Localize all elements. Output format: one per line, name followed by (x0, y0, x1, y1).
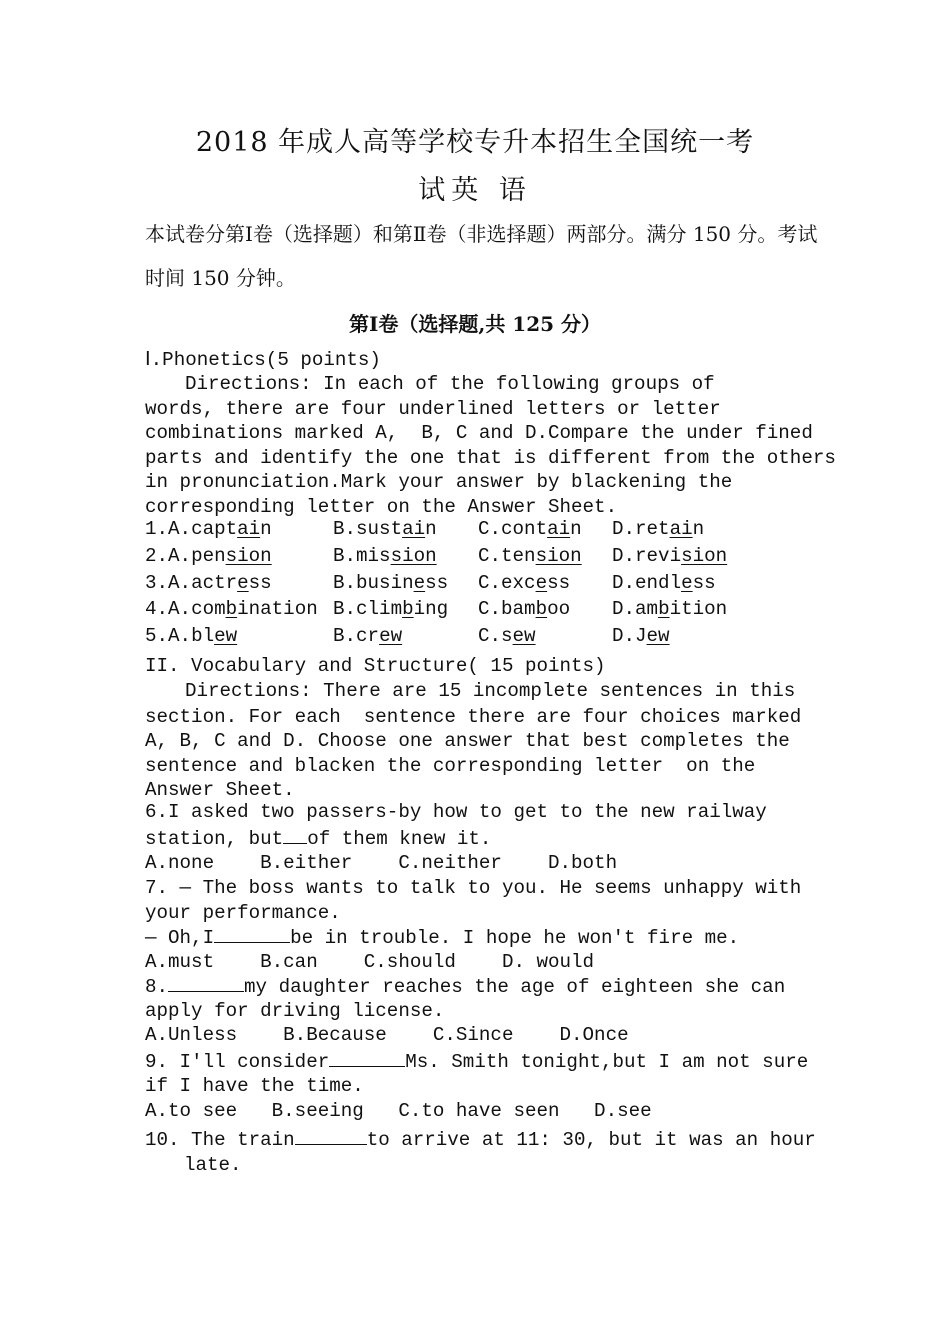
option-letter: B. (333, 598, 357, 620)
option-letter: C. (478, 545, 502, 567)
word-part: cr (356, 625, 380, 647)
word-part: pen (191, 545, 226, 567)
phonetics-option (478, 624, 536, 648)
part1-directions-line: corresponding letter on the Answer Sheet. (145, 496, 618, 518)
question-7-text: your performance. (145, 902, 341, 924)
underlined-letters: ai (237, 518, 261, 540)
question-7-reply: — Oh,I be in trouble. I hope he won't fire me. (145, 924, 739, 950)
option-letter: A. (168, 518, 192, 540)
answer-blank (295, 1126, 367, 1145)
underlined-letters: sion (225, 545, 272, 567)
phonetics-option (145, 571, 272, 595)
question-7-options: A.must B.can C.should D. would (145, 951, 595, 973)
word-part: mis (356, 545, 391, 567)
underlined-letters: b (402, 598, 414, 620)
phonetics-option (333, 571, 448, 595)
option-letter: B. (333, 572, 357, 594)
option-letter: A. (168, 572, 192, 594)
word-part: ss (425, 572, 449, 594)
word-part: com (191, 598, 226, 620)
option-letter: A. (168, 625, 192, 647)
phonetics-option (612, 597, 727, 621)
underlined-letters: e (535, 572, 548, 594)
question-number: 4. (145, 598, 169, 620)
question-number: 3. (145, 572, 169, 594)
option-letter: C. (478, 518, 502, 540)
question-7-text: 7. — The boss wants to talk to you. He seems unhappy with (145, 877, 802, 899)
underlined-letters: b (225, 598, 238, 620)
question-10-text: 10. The train to arrive at 11: 30, but it was an hour (145, 1126, 816, 1152)
word-part: J (635, 625, 647, 647)
exam-subtitle: 试英 语 (418, 175, 532, 206)
underlined-letters: ai (669, 518, 693, 540)
option-letter: C. (478, 572, 502, 594)
underlined-letters: b (535, 598, 548, 620)
question-number: 5. (145, 625, 169, 647)
underlined-letters: ew (646, 625, 670, 647)
exam-title: 2018 年成人高等学校专升本招生全国统一考 (195, 127, 755, 158)
phonetics-option (145, 624, 237, 648)
word-part: ing (413, 598, 449, 620)
word-part: s (501, 625, 513, 647)
underlined-letters: ai (402, 518, 426, 540)
question-number: 1. (145, 518, 169, 540)
answer-blank (329, 1048, 405, 1067)
question-8-options: A.Unless B.Because C.Since D.Once (145, 1024, 629, 1046)
phonetics-option (612, 571, 716, 595)
question-number: 2. (145, 545, 169, 567)
underlined-letters: ai (547, 518, 571, 540)
phonetics-option (333, 544, 437, 568)
phonetics-option (145, 597, 318, 621)
word-part: bam (501, 598, 536, 620)
word-part: n (692, 518, 705, 540)
underlined-letters: ew (512, 625, 536, 647)
question-10-text: late. (184, 1154, 242, 1176)
phonetics-option (612, 624, 670, 648)
word-part: clim (356, 598, 403, 620)
part1-directions-line: parts and identify the one that is different from the others (145, 447, 836, 469)
phonetics-option (478, 571, 570, 595)
phonetics-option (333, 597, 448, 621)
word-part: actr (191, 572, 238, 594)
question-9-text: if I have the time. (145, 1075, 364, 1097)
phonetics-option (478, 517, 582, 541)
question-6-text: 6.I asked two passers-by how to get to the new railway (145, 801, 767, 823)
option-letter: C. (478, 598, 502, 620)
word-part: ss (248, 572, 272, 594)
part1-directions-line: words, there are four underlined letters or letter (145, 398, 721, 420)
phonetics-option (145, 544, 272, 568)
option-letter: A. (168, 545, 192, 567)
question-9-text: 9. I'll consider Ms. Smith tonight,but I am not sure (145, 1048, 808, 1074)
section-1-title: 第Ⅰ卷（选择题,共 125 分） (349, 312, 601, 336)
question-8-text: 8. my daughter reaches the age of eighteen she can (145, 973, 785, 999)
answer-blank (283, 825, 307, 844)
underlined-letters: e (413, 572, 426, 594)
word-part: ination (237, 598, 318, 620)
word-part: am (635, 598, 659, 620)
part1-directions-line: combinations marked A, B, C and D.Compare the under fined (145, 422, 813, 444)
underlined-letters: e (681, 572, 693, 594)
option-letter: D. (612, 625, 636, 647)
phonetics-option (478, 544, 582, 568)
option-letter: B. (333, 518, 357, 540)
exam-intro: 本试卷分第Ⅰ卷（选择题）和第Ⅱ卷（非选择题）两部分。满分 150 分。考试时间 150 分钟。 (145, 222, 818, 290)
word-part: oo (547, 598, 571, 620)
part2-directions-line: sentence and blacken the corresponding letter on the (145, 755, 756, 777)
option-letter: C. (478, 625, 502, 647)
phonetics-option (145, 517, 272, 541)
question-6-text: station, but of them knew it. (145, 825, 491, 851)
answer-blank (214, 924, 290, 943)
word-part: cont (501, 518, 548, 540)
part2-directions-line: Answer Sheet. (145, 779, 295, 801)
phonetics-option (612, 517, 704, 541)
part2-directions-line: section. For each sentence there are four choices marked (145, 706, 802, 728)
option-letter: A. (168, 598, 192, 620)
word-part: revi (635, 545, 682, 567)
question-8-text: apply for driving license. (145, 1000, 445, 1022)
word-part: ition (669, 598, 728, 620)
part1-directions-line: in pronunciation.Mark your answer by blackening the (145, 471, 733, 493)
part1-directions-line: Directions: In each of the following groups of (185, 373, 715, 395)
option-letter: B. (333, 625, 357, 647)
word-part: n (260, 518, 272, 540)
word-part: ss (547, 572, 571, 594)
part1-heading: Ⅰ.Phonetics(5 points) (145, 349, 381, 371)
phonetics-option (612, 544, 727, 568)
underlined-letters: ew (379, 625, 403, 647)
phonetics-option (478, 597, 570, 621)
option-letter: D. (612, 572, 636, 594)
part2-directions-line: A, B, C and D. Choose one answer that best completes the (145, 730, 790, 752)
underlined-letters: e (237, 572, 249, 594)
phonetics-option (333, 624, 402, 648)
option-letter: D. (612, 598, 636, 620)
word-part: n (425, 518, 437, 540)
phonetics-option (333, 517, 437, 541)
answer-blank (168, 973, 244, 992)
option-letter: D. (612, 545, 636, 567)
underlined-letters: sion (535, 545, 582, 567)
word-part: ret (635, 518, 670, 540)
question-6-options: A.none B.either C.neither D.both (145, 852, 618, 874)
word-part: sust (356, 518, 403, 540)
word-part: ss (692, 572, 716, 594)
option-letter: D. (612, 518, 636, 540)
underlined-letters: sion (390, 545, 437, 567)
underlined-letters: b (658, 598, 670, 620)
underlined-letters: sion (681, 545, 728, 567)
question-9-options: A.to see B.seeing C.to have seen D.see (145, 1100, 652, 1122)
word-part: n (570, 518, 582, 540)
word-part: busin (356, 572, 414, 594)
word-part: ten (501, 545, 536, 567)
word-part: exc (501, 572, 536, 594)
word-part: endl (635, 572, 682, 594)
part2-heading: II. Vocabulary and Structure( 15 points) (145, 655, 606, 677)
word-part: capt (191, 518, 238, 540)
word-part: bl (191, 625, 215, 647)
option-letter: B. (333, 545, 357, 567)
underlined-letters: ew (214, 625, 238, 647)
part2-directions-line: Directions: There are 15 incomplete sentences in this (185, 680, 796, 702)
